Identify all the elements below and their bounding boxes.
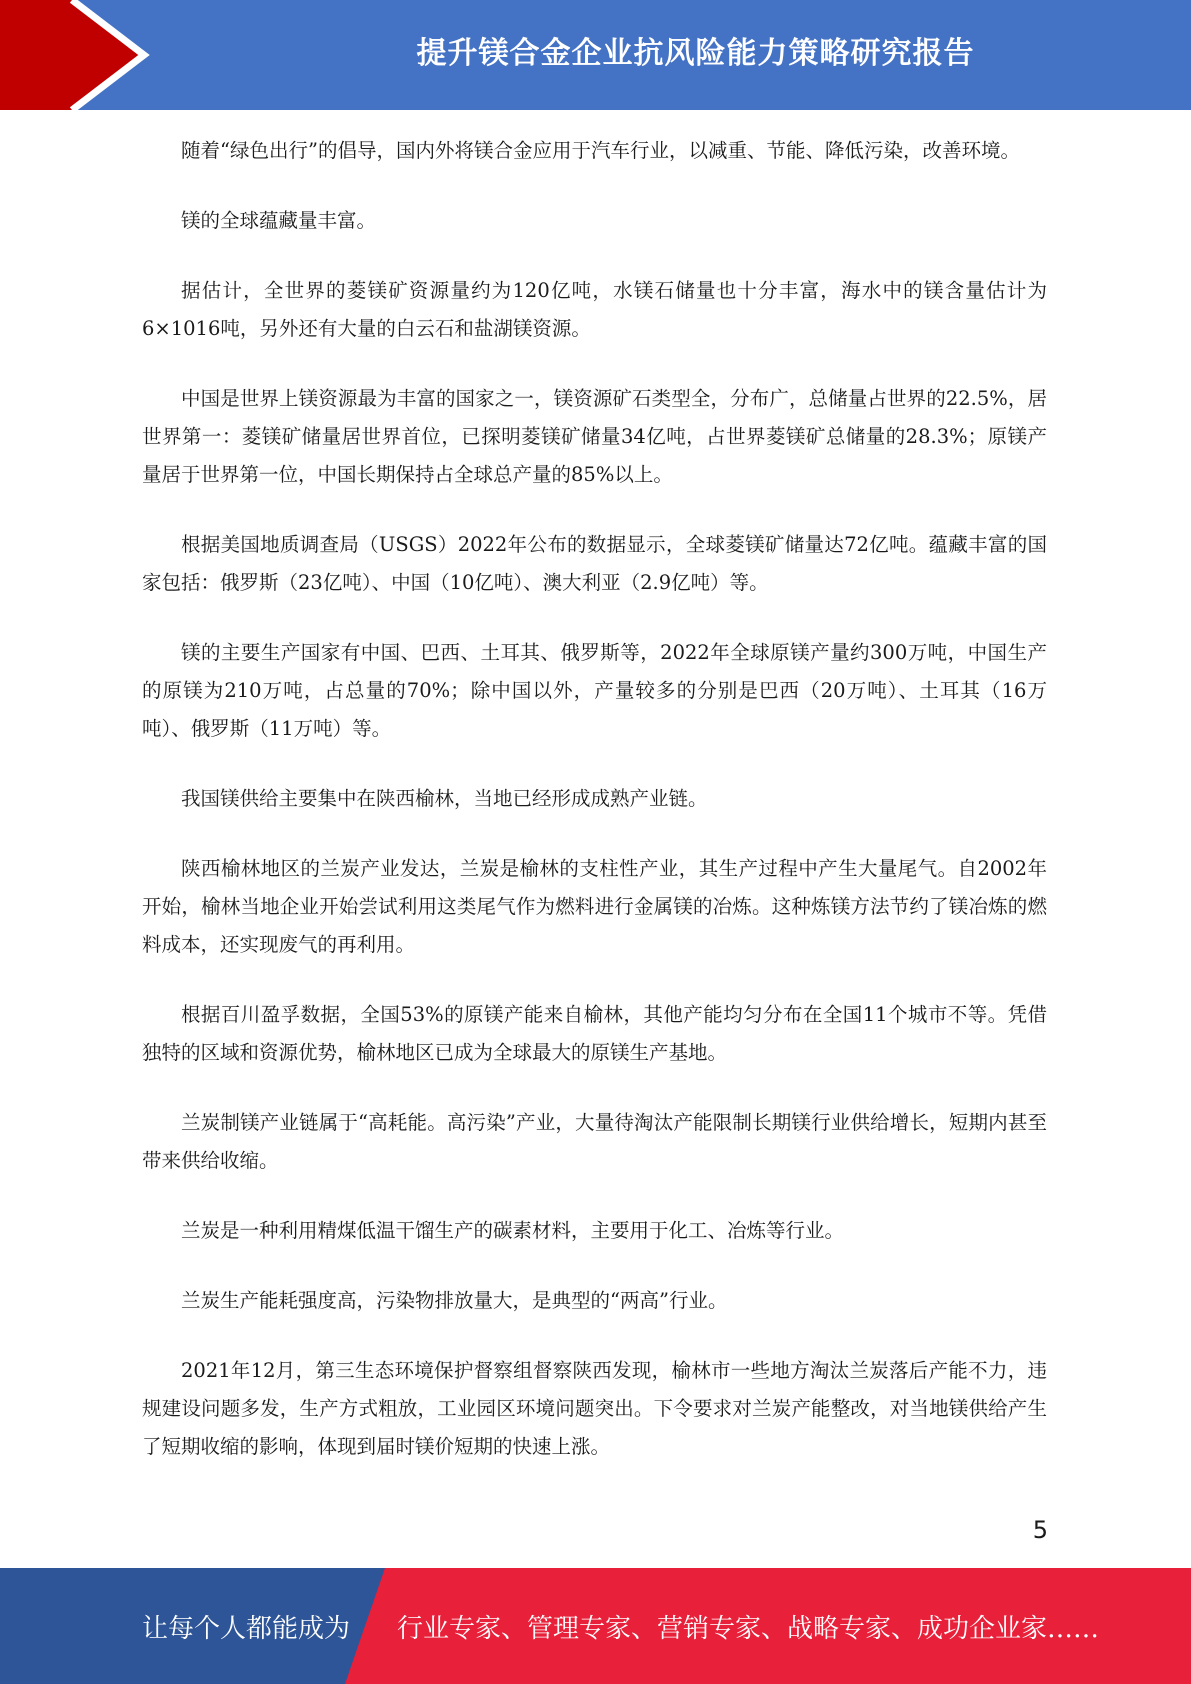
paragraph: 陕西榆林地区的兰炭产业发达，兰炭是榆林的支柱性产业，其生产过程中产生大量尾气。自2002年开始，榆林当地企业开始尝试利用这类尾气作为燃料进行金属镁的冶炼。这种炼镁方法节约了镁冶炼的燃料成本，还实现废气的再利用。 bbox=[142, 857, 1047, 956]
paragraph: 兰炭制镁产业链属于“高耗能。高污染”产业，大量待淘汰产能限制长期镁行业供给增长，短期内甚至带来供给收缩。 bbox=[142, 1111, 1047, 1172]
document-body bbox=[142, 132, 1047, 1498]
header-title: 提升镁合金企业抗风险能力策略研究报告 bbox=[416, 36, 975, 71]
paragraph: 2021年12月，第三生态环境保护督察组督察陕西发现，榆林市一些地方淘汰兰炭落后产能不力，违规建设问题多发，生产方式粗放，工业园区环境问题突出。下令要求对兰炭产能整改，对当地镁供给产生了短期收缩的影响，体现到届时镁价短期的快速上涨。 bbox=[142, 1359, 1047, 1458]
footer-slogan-left: 让每个人都能成为 bbox=[142, 1613, 351, 1644]
paragraph: 随着“绿色出行”的倡导，国内外将镁合金应用于汽车行业，以减重、节能、降低污染，改善环境。 bbox=[181, 139, 1020, 162]
paragraph: 中国是世界上镁资源最为丰富的国家之一，镁资源矿石类型全，分布广，总储量占世界的22.5%，居世界第一：菱镁矿储量居世界首位，已探明菱镁矿储量34亿吨，占世界菱镁矿总储量的28.3%；原镁产量居于世界第一位，中国长期保持占全球总产量的85%以上。 bbox=[142, 387, 1047, 486]
footer-slogan-right: 行业专家、管理专家、营销专家、战略专家、成功企业家…… bbox=[397, 1613, 1100, 1644]
paragraph: 兰炭是一种利用精煤低温干馏生产的碳素材料，主要用于化工、冶炼等行业。 bbox=[181, 1219, 845, 1242]
page-number: 5 bbox=[1032, 1516, 1048, 1544]
paragraph: 镁的主要生产国家有中国、巴西、土耳其、俄罗斯等，2022年全球原镁产量约300万吨，中国生产的原镁为210万吨，占总量的70%；除中国以外，产量较多的分别是巴西（20万吨）、土耳其（16万吨）、俄罗斯（11万吨）等。 bbox=[142, 641, 1047, 740]
paragraph: 根据美国地质调查局（USGS）2022年公布的数据显示，全球菱镁矿储量达72亿吨。蕴藏丰富的国家包括：俄罗斯（23亿吨）、中国（10亿吨）、澳大利亚（2.9亿吨）等。 bbox=[142, 533, 1047, 594]
paragraph: 兰炭生产能耗强度高，污染物排放量大，是典型的“两高”行业。 bbox=[181, 1289, 728, 1312]
paragraph: 据估计，全世界的菱镁矿资源量约为120亿吨，水镁石储量也十分丰富，海水中的镁含量估计为6×1016吨，另外还有大量的白云石和盐湖镁资源。 bbox=[142, 279, 1047, 340]
page-header bbox=[0, 0, 1191, 110]
page-footer bbox=[0, 1568, 1191, 1684]
paragraph: 根据百川盈孚数据，全国53%的原镁产能来自榆林，其他产能均匀分布在全国11个城市不等。凭借独特的区域和资源优势，榆林地区已成为全球最大的原镁生产基地。 bbox=[142, 1003, 1047, 1064]
paragraph: 我国镁供给主要集中在陕西榆林，当地已经形成成熟产业链。 bbox=[181, 787, 708, 810]
paragraph: 镁的全球蕴藏量丰富。 bbox=[181, 209, 377, 232]
